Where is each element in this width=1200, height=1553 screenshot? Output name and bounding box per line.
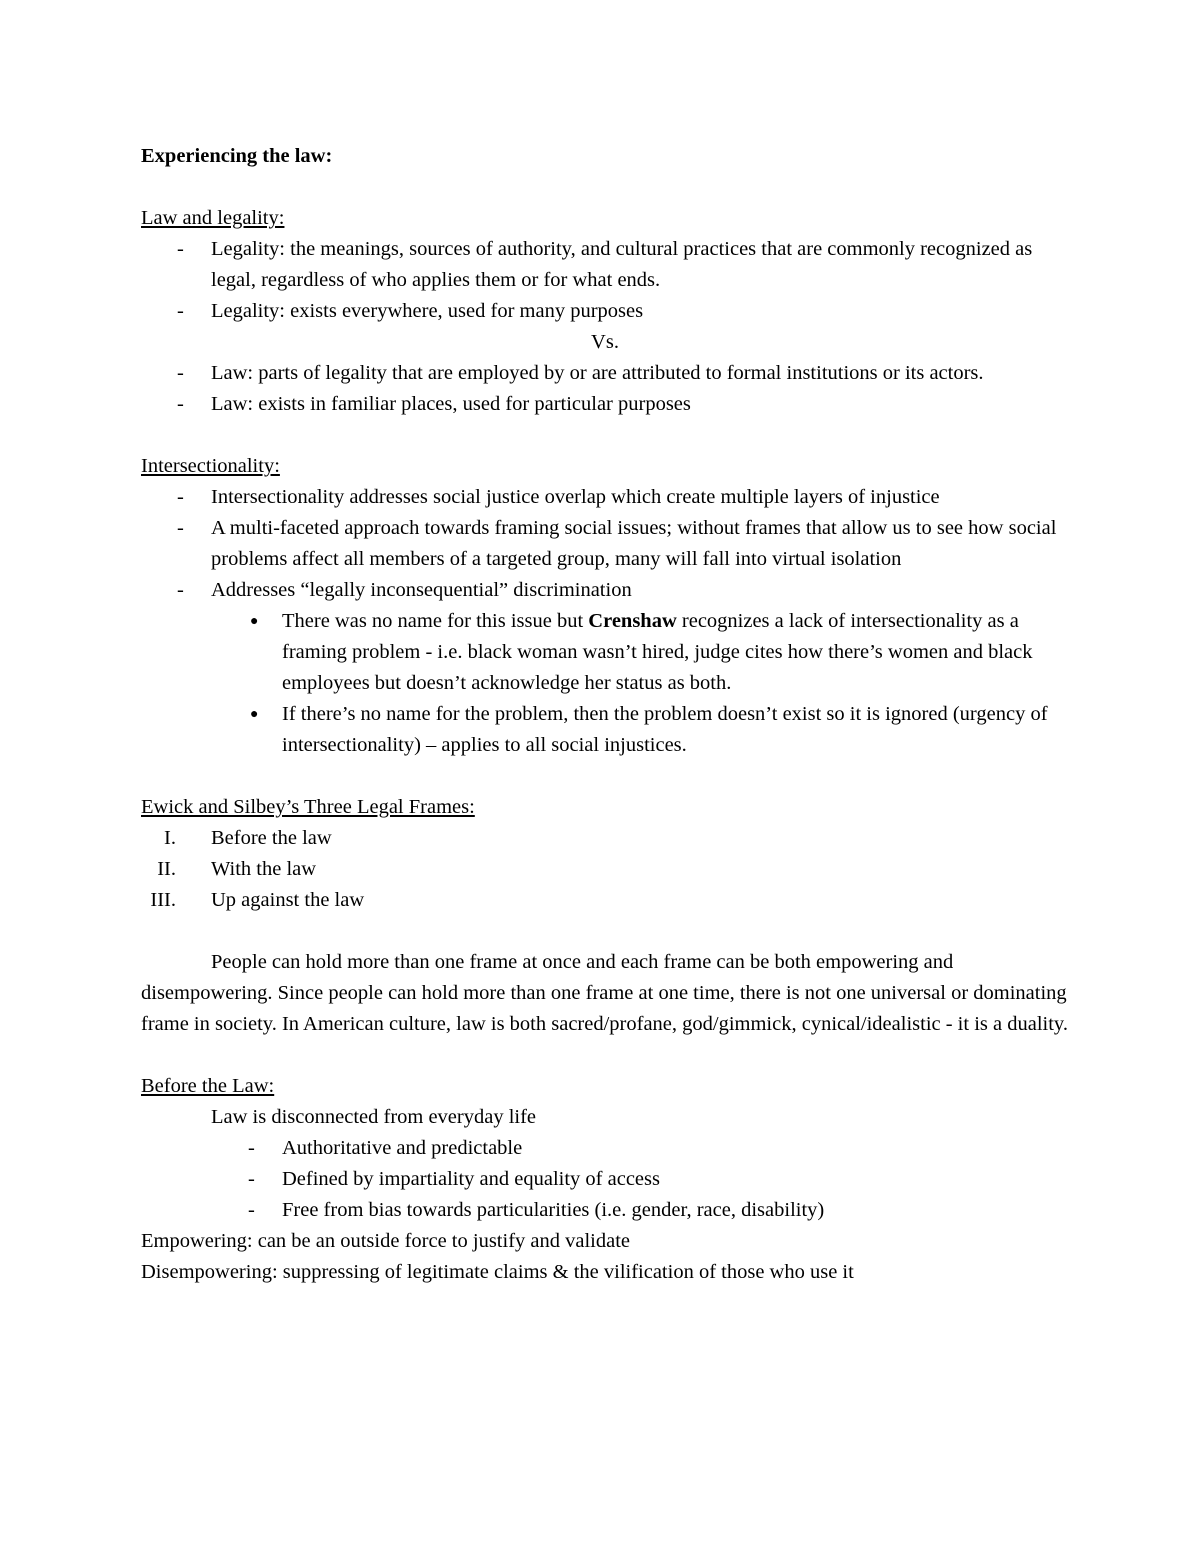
before-law-list	[141, 1133, 1071, 1226]
list-item: - Law: parts of legality that are employed by or are attributed to formal institutions or its actors.	[141, 358, 1071, 389]
bullet-item	[141, 606, 1071, 699]
section-heading-before-law: Before the Law:	[141, 1075, 275, 1097]
list-item: - Intersectionality addresses social justice overlap which create multiple layers of injustice	[141, 482, 1071, 513]
law-list	[141, 358, 1071, 420]
section-heading-law-legality: Law and legality:	[141, 207, 285, 229]
list-item: - Addresses “legally inconsequential” discrimination	[141, 575, 1071, 606]
list-item: - Law: exists in familiar places, used for particular purposes	[141, 389, 1071, 420]
bullet-text: recognizes a lack of intersectionality as a framing problem - i.e. black woman wasn’t hired, judge cites how there’s women and black employees but doesn’t acknowledge her status as both.	[282, 610, 1033, 694]
document-title: Experiencing the law:	[141, 145, 333, 167]
section-heading-legal-frames: Ewick and Silbey’s Three Legal Frames:	[141, 796, 475, 818]
list-item: - A multi-faceted approach towards framing social issues; without frames that allow us to see how social problems affect all members of a targeted group, many will fall into virtual isolation	[141, 513, 1071, 575]
frames-paragraph: People can hold more than one frame at once and each frame can be both empowering and disempowering. Since people can hold more than one frame at one time, there is not one universal or dominating frame in society. In American culture, law is both sacred/profane, god/gimmick, cynical/idealistic - it is a duality.	[141, 951, 1068, 1035]
document-content	[141, 141, 1071, 1288]
section-heading-intersectionality: Intersectionality:	[141, 455, 280, 477]
roman-numeral: II.	[157, 858, 176, 880]
frame-text: Up against the law	[211, 889, 365, 911]
crenshaw-name: Crenshaw	[588, 610, 677, 632]
frame-text: Before the law	[211, 827, 332, 849]
before-law-intro: Law is disconnected from everyday life	[211, 1106, 537, 1128]
list-item: - Free from bias towards particularities (i.e. gender, race, disability)	[141, 1195, 1071, 1226]
roman-numeral: III.	[150, 889, 176, 911]
intersectionality-list	[141, 482, 1071, 606]
frame-text: With the law	[211, 858, 317, 880]
list-item: - Authoritative and predictable	[141, 1133, 1071, 1164]
list-item	[141, 885, 1071, 916]
roman-numeral: I.	[164, 827, 176, 849]
empowering-line: Empowering: can be an outside force to justify and validate	[141, 1230, 630, 1252]
law-legality-list	[141, 234, 1071, 327]
list-item	[141, 854, 1071, 885]
list-item: - Legality: exists everywhere, used for many purposes	[141, 296, 1071, 327]
list-item	[141, 823, 1071, 854]
intersectionality-bullets	[141, 606, 1071, 761]
versus-label: Vs.	[591, 331, 619, 353]
list-item: - Legality: the meanings, sources of authority, and cultural practices that are commonly recognized as legal, regardless of who applies them or for what ends.	[141, 234, 1071, 296]
disempowering-line: Disempowering: suppressing of legitimate claims & the vilification of those who use it	[141, 1261, 854, 1283]
bullet-text: There was no name for this issue but	[282, 610, 589, 632]
legal-frames-list	[141, 823, 1071, 916]
list-item: - Defined by impartiality and equality of access	[141, 1164, 1071, 1195]
bullet-item: ● If there’s no name for the problem, then the problem doesn’t exist so it is ignored (urgency of intersectionality) – applies to all social injustices.	[141, 699, 1071, 761]
